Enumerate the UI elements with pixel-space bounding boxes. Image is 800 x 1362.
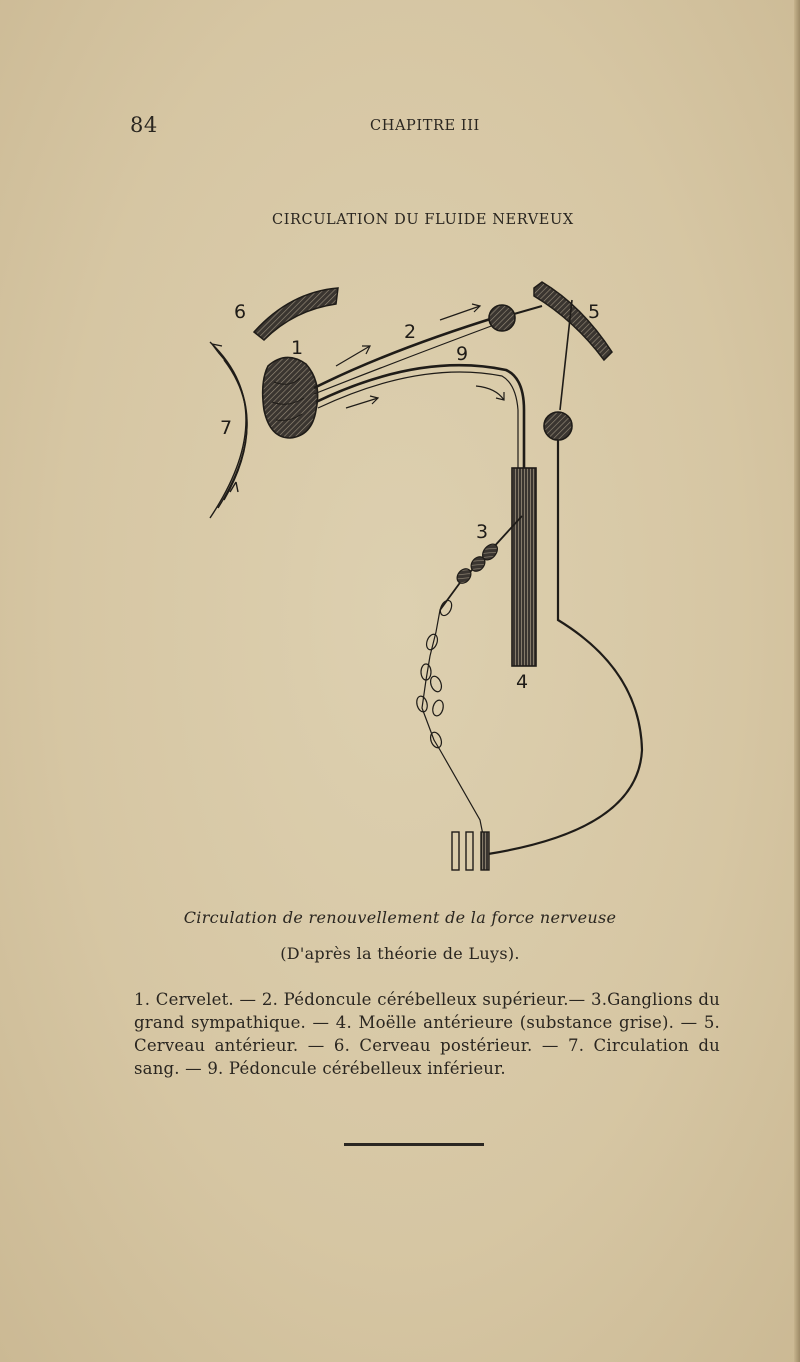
label-2: 2 (404, 321, 417, 343)
anterior-ganglion (544, 412, 572, 440)
anterior-brain-arc (534, 282, 612, 360)
terminal-plates (452, 832, 489, 870)
figure-title: CIRCULATION DU FLUIDE NERVEUX (272, 212, 574, 228)
anterior-spinal-cord (512, 468, 536, 666)
figure-caption: Circulation de renouvellement de la force nerveuse (183, 908, 617, 927)
blood-arrow-top (212, 344, 222, 352)
label-7: 7 (220, 417, 233, 439)
figure-source: (D'après la théorie de Luys). (280, 944, 520, 963)
upper-ganglion (489, 305, 515, 331)
figure-legend: 1. Cervelet. — 2. Pédoncule cérébelleux supérieur.— 3.Ganglions du grand sympathique. — 4. Moëlle antérieure (substance grise). — 5. Cerveau antérieur. — 6. Cerveau postérieur. — 7. Circulation du sang. — 9. Pédoncule cérébelleux inférieur. (134, 990, 720, 1078)
running-head: CHAPITRE III (370, 118, 480, 134)
nerve-circulation-diagram (190, 270, 660, 890)
label-1: 1 (291, 337, 304, 359)
label-5: 5 (588, 301, 601, 323)
page-number: 84 (130, 113, 158, 137)
label-9: 9 (456, 343, 469, 365)
label-3: 3 (476, 521, 489, 543)
cerebellum (263, 357, 318, 438)
label-4: 4 (516, 671, 529, 693)
label-6: 6 (234, 301, 247, 323)
sympathetic-ganglion-chain (415, 599, 486, 850)
section-rule (344, 1143, 484, 1146)
blood-loop (488, 440, 642, 854)
flow-arrows (336, 304, 504, 408)
posterior-brain-arc (254, 288, 338, 340)
page-edge-shadow (794, 0, 800, 1362)
